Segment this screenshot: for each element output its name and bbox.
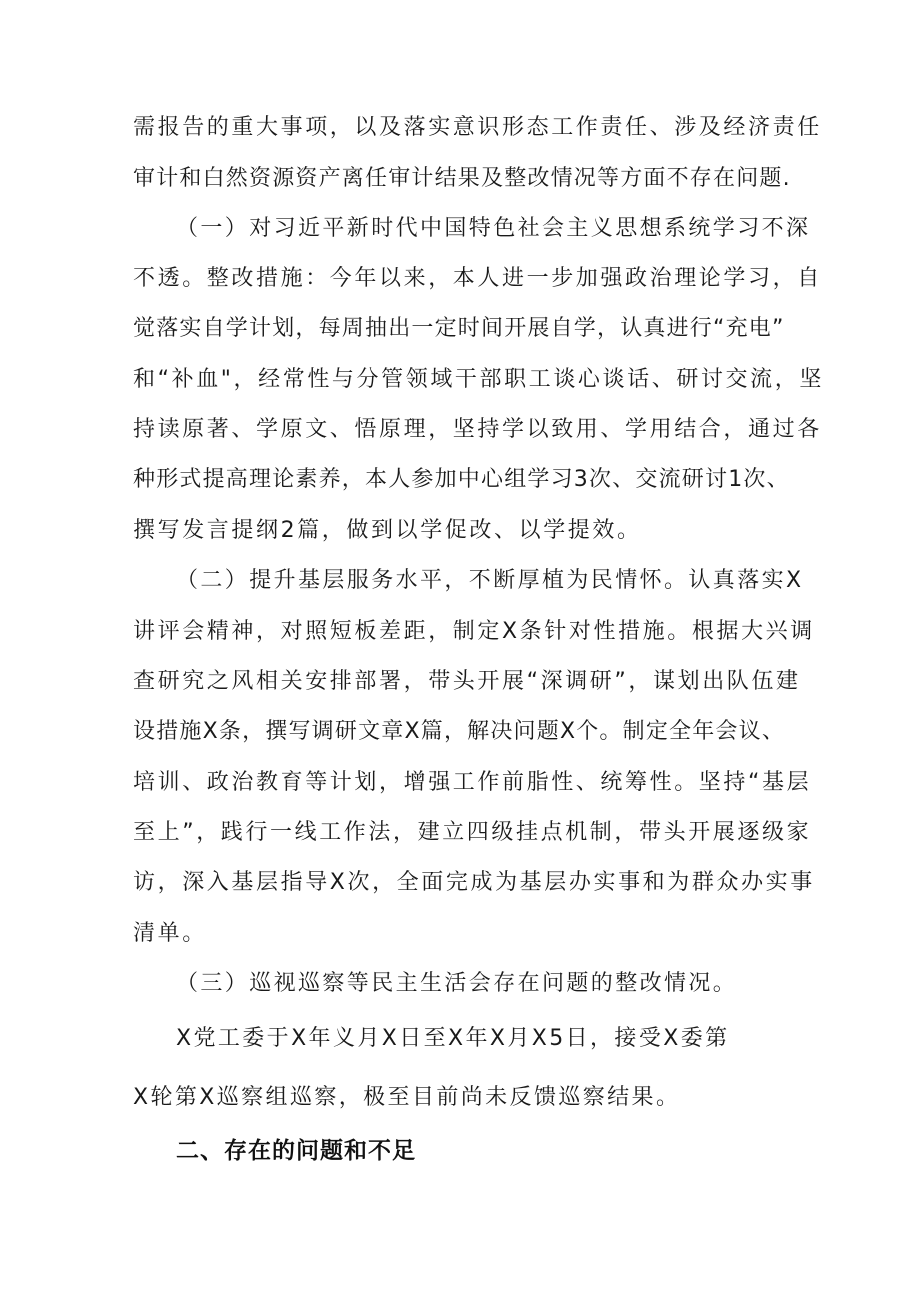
paragraph-line-18: （三）巡视巡察等民主生活会存在问题的整改情况。: [176, 971, 738, 996]
paragraph-line-6: 和“补血"，经常性与分管领域干部职工谈心谈话、研讨交流，坚: [133, 367, 824, 392]
paragraph-line-14: 培训、政治教育等计划，增强工作前脂性、统筹性。坚持“基层: [133, 770, 812, 795]
paragraph-line-8: 种形式提高理论素养，本人参加中心组学习3次、交流研讨1次、: [133, 467, 790, 492]
paragraph-line-12: 查研究之风相关安排部署，带头开展“深调研”，谋划出队伍建: [133, 669, 801, 694]
paragraph-line-5: 觉落实自学计划，每周抽出一定时间开展自学，认真进行“充电”: [133, 316, 785, 341]
paragraph-line-20: X轮第X巡察组巡察，极至目前尚未反馈巡察结果。: [133, 1085, 681, 1110]
paragraph-line-15: 至上”，践行一线工作法，建立四级挂点机制，带头开展逐级家: [133, 820, 812, 845]
paragraph-line-1: 需报告的重大事项，以及落实意识形态工作责任、涉及经济责任: [133, 115, 822, 140]
paragraph-line-7: 持读原著、学原文、悟原理，坚持学以致用、学用结合，通过各: [133, 417, 822, 442]
paragraph-line-4: 不透。整改措施：今年以来，本人进一步加强政治理论学习，自: [133, 266, 822, 291]
paragraph-line-3: （一）对习近平新时代中国特色社会主义思想系统学习不深: [176, 216, 811, 241]
section-heading: 二、存在的问题和不足: [176, 1138, 416, 1164]
paragraph-line-19: X党工委于X年义月X日至X年X月X5日，接受X委第: [176, 1026, 730, 1051]
paragraph-line-2: 审计和白然资源资产离任审计结果及整改情况等方面不存在问题.: [133, 166, 791, 191]
paragraph-line-9: 撰写发言提纲2篇，做到以学促改、以学提效。: [133, 518, 642, 543]
paragraph-line-13: 设措施X条，撰写调研文章X篇，解决问题X个。制定全年会议、: [133, 719, 786, 744]
paragraph-line-17: 清单。: [133, 921, 207, 946]
paragraph-line-11: 讲评会精神，对照短板差距，制定X条针对性措施。根据大兴调: [133, 619, 815, 644]
paragraph-line-10: （二）提升基层服务水平，不断厚植为民情怀。认真落实X: [176, 568, 804, 593]
paragraph-line-16: 访，深入基层指导X次，全面完成为基层办实事和为群众办实事: [133, 870, 815, 895]
